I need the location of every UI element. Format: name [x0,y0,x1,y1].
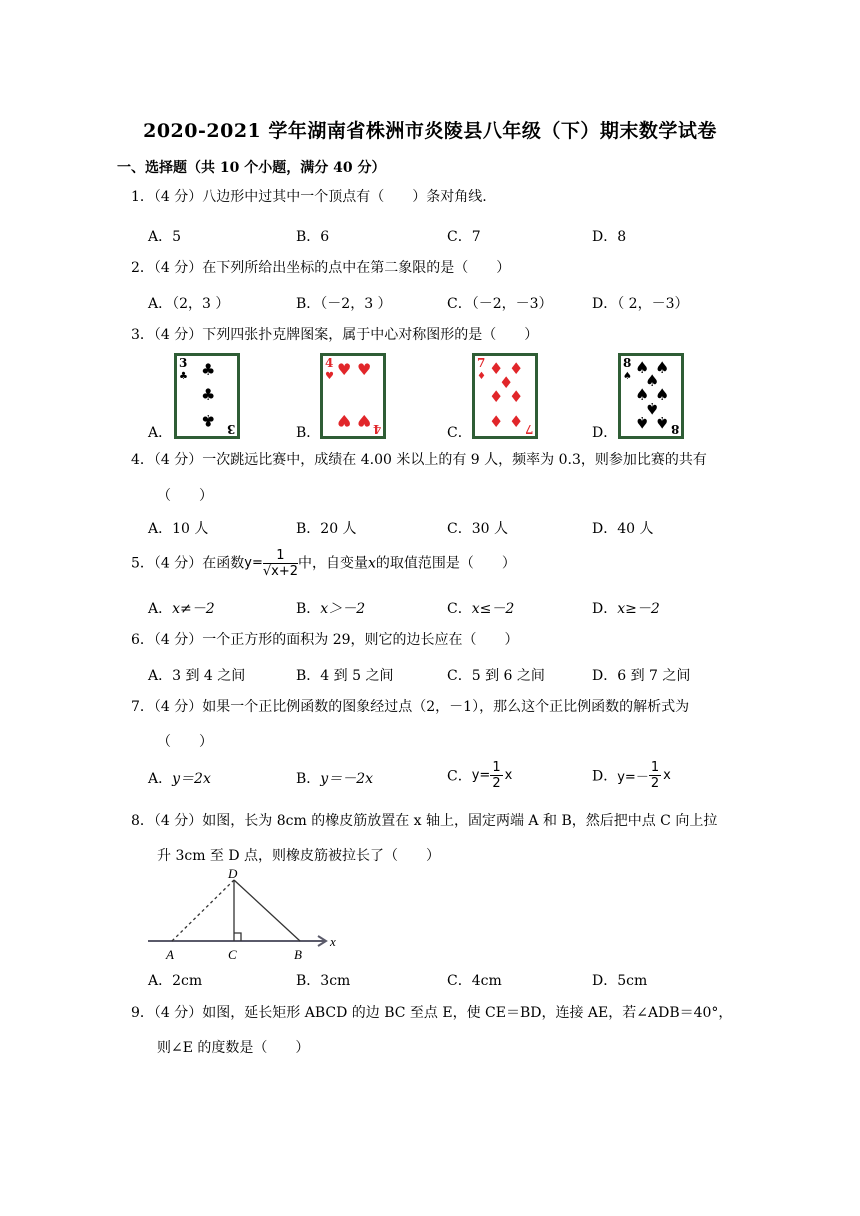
card-index: 7 [477,356,486,370]
fraction [649,760,661,791]
option-label: A． [148,601,173,617]
card-index: 8 [670,422,679,436]
options-2 [148,293,788,313]
spade-icon: ♠ [655,358,670,377]
label-d: D [228,866,238,881]
card-index: 3 [179,356,188,370]
option-c: C．30 人 [447,521,508,537]
diamond-icon: ♦ [489,359,504,378]
option-b: B． [296,425,321,441]
option-c: C． [447,425,472,441]
option-value: x＞－2 [320,601,366,617]
q5-text-post: 中，自变量 [298,555,369,572]
option-label: D． [592,768,618,785]
option-label: A． [148,771,173,787]
club-icon: ♣ [201,385,216,404]
formula-x: x [663,768,671,783]
option-a [148,768,211,788]
fraction-denominator: √x+2 [262,564,299,579]
club-icon: ♣ [201,360,216,379]
rubber-band-figure [140,866,350,964]
option-c: C．7 [447,229,481,245]
option-a: A． [148,425,173,441]
card-index: 7 [524,422,533,436]
diamond-icon: ♦ [489,387,504,406]
question-2: 2．（4 分）在下列所给出坐标的点中在第二象限的是（ ） [131,260,511,276]
option-value: y＝－2x [320,771,374,787]
card-index: 3 [226,422,235,436]
question-4: 4．（4 分）一次跳远比赛中，成绩在 4.00 米以上的有 9 人，频率为 0.3，则参加比赛的共有 [131,452,707,468]
options-7 [148,760,788,800]
question-3: 3．（4 分）下列四张扑克牌图案，属于中心对称图形的是（ ） [131,327,539,343]
fraction-numerator: 1 [263,548,298,564]
question-1: 1．（4 分）八边形中过其中一个顶点有（ ）条对角线. [131,189,487,205]
spade-icon: ♠ [655,413,670,432]
page-title: 2020-2021 学年湖南省株洲市炎陵县八年级（下）期末数学试卷 [143,120,717,142]
diamond-icon: ♦ [477,371,486,382]
formula-y: y=－ [617,770,649,785]
q5-text-post2: 的取值范围是（ ） [375,555,516,572]
label-x: x [330,934,336,949]
option-d: D． [592,425,618,441]
fraction-numerator: 1 [650,760,660,775]
q5-text-pre: 5．（4 分）在函数 [131,555,245,572]
question-7-blank: （ ） [157,734,213,750]
spade-icon: ♠ [623,371,632,382]
option-label: D． [592,601,618,617]
spade-icon: ♠ [635,358,650,377]
right-angle-mark [234,933,241,941]
fraction [490,760,502,791]
options-6 [148,665,788,685]
heart-icon: ♥ [337,360,352,379]
option-d [592,598,660,618]
option-a: A．（2，3 ） [148,296,230,312]
option-d: D．5cm [592,973,648,989]
options-4 [148,518,788,538]
option-b: B．6 [296,229,330,245]
option-c: C．4cm [447,973,502,989]
option-d: D．40 人 [592,521,654,537]
option-a [148,598,215,618]
option-d: D．（ 2，－3） [592,296,689,312]
fraction-denominator: 2 [492,776,501,791]
heart-icon: ♥ [337,411,352,430]
card-index: 4 [372,422,381,436]
card-index: 8 [623,356,632,370]
option-label: B． [296,771,321,787]
option-a: A．5 [148,229,182,245]
question-6: 6．（4 分）一个正方形的面积为 29，则它的边长应在（ ） [131,632,519,648]
option-c [447,598,514,618]
option-b [296,768,373,788]
option-c: C．（－2，－3） [447,296,553,312]
heart-icon: ♥ [357,411,372,430]
segment-ad [172,880,234,941]
spade-icon: ♠ [635,413,650,432]
diamond-icon: ♦ [499,373,514,392]
section-heading: 一、选择题（共 10 个小题，满分 40 分） [117,160,386,176]
option-b: B．（－2，3 ） [296,296,392,312]
radicand: x+2 [271,564,299,579]
playing-card-7-diamonds [472,353,538,439]
label-c: C [228,947,237,962]
fraction-numerator: 1 [492,760,501,775]
spade-icon: ♠ [645,399,660,418]
heart-icon: ♥ [357,360,372,379]
diamond-icon: ♦ [509,387,524,406]
options-8 [148,970,788,990]
fraction [263,548,298,579]
spade-icon: ♠ [645,371,660,390]
option-value: y＝2x [172,771,211,787]
option-label: C． [447,768,472,785]
question-8-line-1: 8．（4 分）如图，长为 8cm 的橡皮筋放置在 x 轴上，固定两端 A 和 B，然后把中点 C 向上拉 [131,813,718,829]
option-label: C． [447,601,472,617]
question-9-line-1: 9．（4 分）如图，延长矩形 ABCD 的边 BC 至点 E，使 CE＝BD，连接 AE，若∠ADB＝40°， [131,1005,733,1021]
question-7: 7．（4 分）如果一个正比例函数的图象经过点（2，－1），那么这个正比例函数的解析式为 [131,699,690,715]
formula-y: y= [471,768,491,783]
option-a: A．10 人 [148,521,209,537]
options-1 [148,226,788,246]
option-d [592,760,671,791]
option-d: D．6 到 7 之间 [592,668,691,684]
question-8-line-2: 升 3cm 至 D 点，则橡皮筋被拉长了（ ） [157,848,441,864]
diamond-icon: ♦ [509,412,524,431]
option-b: B．3cm [296,973,351,989]
spade-icon: ♠ [655,385,670,404]
option-value: x≥－2 [617,601,660,617]
spade-icon: ♠ [635,385,650,404]
club-icon: ♣ [179,371,188,382]
question-5 [131,548,516,579]
option-value: x≤－2 [471,601,515,617]
option-c [447,760,512,791]
diamond-icon: ♦ [509,359,524,378]
formula-y: y= [244,555,263,571]
options-3 [148,422,788,442]
heart-icon: ♥ [325,371,334,382]
playing-card-4-hearts [320,353,386,439]
label-b: B [294,947,302,962]
playing-card-8-spades [618,353,684,439]
question-4-blank: （ ） [157,488,213,504]
fraction-denominator: 2 [650,776,660,791]
segment-db [234,880,300,941]
club-icon: ♣ [201,411,216,430]
option-b [296,598,365,618]
option-b: B．4 到 5 之间 [296,668,394,684]
question-9-line-2: 则∠E 的度数是（ ） [157,1040,310,1056]
q5-var: x [368,555,376,572]
formula-x: x [504,768,513,783]
options-5 [148,598,788,618]
option-c: C．5 到 6 之间 [447,668,545,684]
playing-card-3-clubs [174,353,240,439]
option-d: D．8 [592,229,627,245]
card-index: 4 [325,356,334,370]
option-b: B．20 人 [296,521,357,537]
diamond-icon: ♦ [489,412,504,431]
function-formula [244,548,298,579]
option-a: A．3 到 4 之间 [148,668,246,684]
label-a: A [166,947,174,962]
option-value: x≠－2 [172,601,215,617]
option-a: A．2cm [148,973,203,989]
option-label: B． [296,601,321,617]
